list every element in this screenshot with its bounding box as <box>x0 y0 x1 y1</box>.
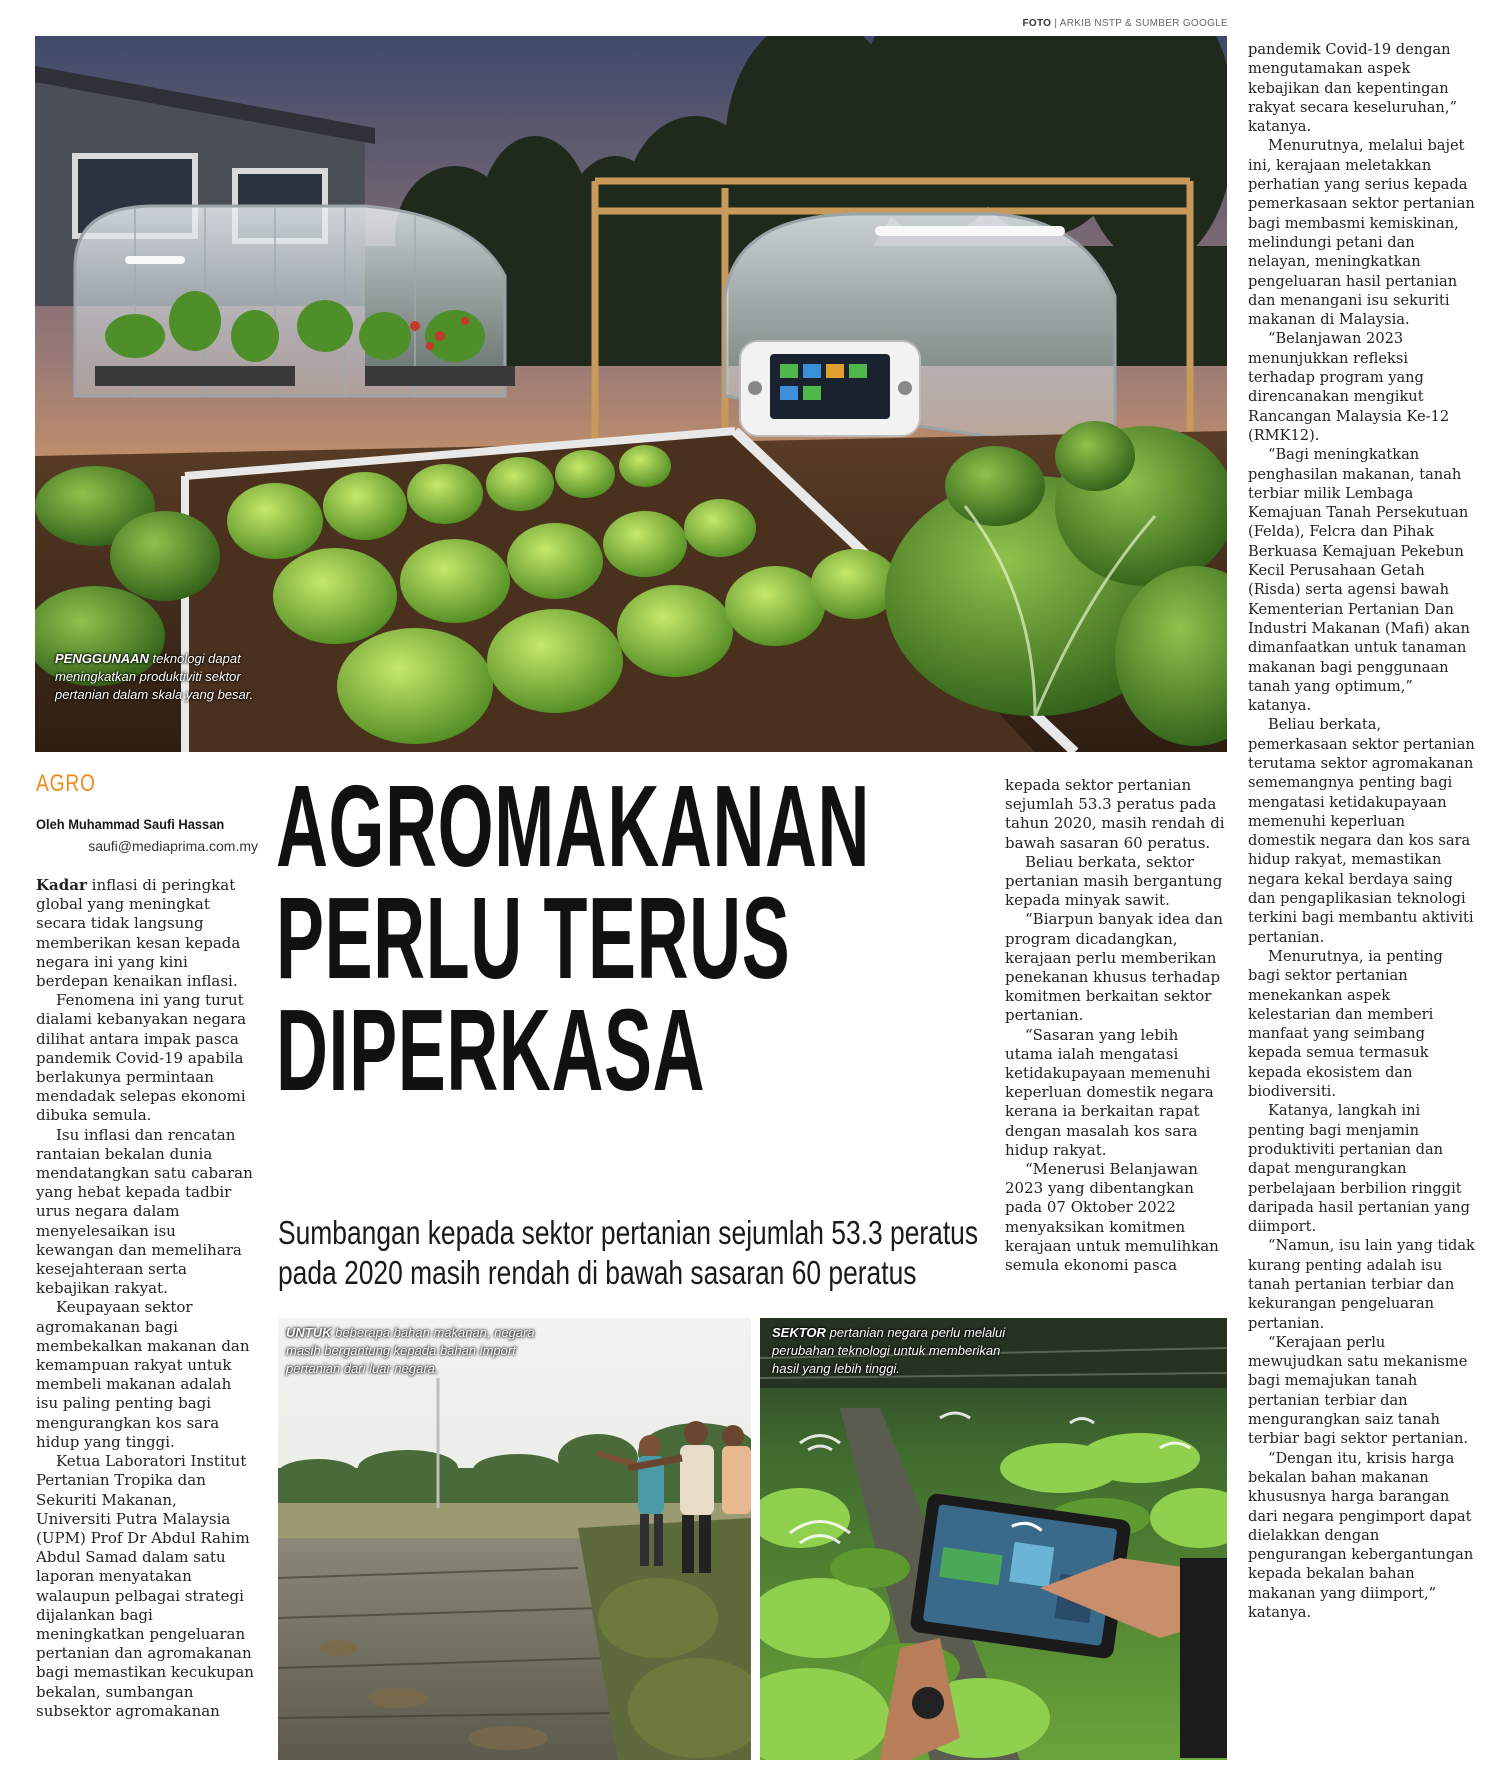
paragraph: “Biarpun banyak idea dan program dicadangkan, kerajaan perlu memberikan penekanan khusus terhadap komitmen berkaitan sektor pertanian. <box>1005 910 1223 1025</box>
headline-line-2: PERLU TERUS <box>276 873 791 1003</box>
smart-farming-photo <box>760 1318 1227 1760</box>
paragraph: pandemik Covid-19 dengan mengutamakan aspek kebajikan dan kepentingan rakyat secara keseluruhan,” katanya. <box>1248 41 1457 136</box>
paragraph: Katanya, langkah ini penting bagi menjamin produktiviti pertanian dan dapat mengurangkan perbelajaan berbilion ringgit daripada hasil pertanian yang diimport. <box>1248 1102 1470 1236</box>
smart-farming-caption: SEKTOR pertanian negara perlu melalui perubahan teknologi untuk memberikan hasil yang lebih tinggi. <box>772 1325 1006 1376</box>
paddy-field-photo <box>278 1318 751 1760</box>
main-photo-caption: PENGGUNAAN teknologi dapat meningkatkan produktiviti sektor pertanian dalam skala yang besar. <box>55 651 254 702</box>
paragraph: “Namun, isu lain yang tidak kurang penting adalah isu tanah pertanian terbiar dan kekurangan pengeluaran pertanian. <box>1248 1237 1475 1332</box>
deck-line-2: pada 2020 masih rendah di bawah sasaran 60 peratus <box>278 1254 917 1291</box>
headline <box>276 761 871 1115</box>
paragraph: “Belanjawan 2023 menunjukkan refleksi terhadap program yang direncanakan mengikut Rancangan Malaysia Ke-12 (RMK12). <box>1248 330 1450 444</box>
paragraph: Menurutnya, ia penting bagi sektor pertanian menekankan aspek kelestarian dan memberi manfaat yang seimbang kepada semua termasuk kepada ekosistem dan biodiversiti. <box>1248 947 1443 1101</box>
tablet-in-vegetable-greenhouse-image <box>760 1318 1227 1760</box>
paddy-photo-caption: UNTUK beberapa bahan makanan, negara masih bergantung kepada bahan import pertanian dari luar negara. <box>286 1325 535 1376</box>
article-column-1 <box>36 876 256 1721</box>
paragraph: “Bagi meningkatkan penghasilan makanan, tanah terbiar milik Lembaga Kemajuan Tanah Persekutuan (Felda), Felcra dan Pihak Berkuasa Kemajuan Pekebun Kecil Perusahaan Getah (Risda) serta agensi bawah Kementerian Pertanian Dan Industri Makanan (Mafi) akan dimanfaatkan untuk tanaman makanan bagi penggunaan tanah yang optimum,” katanya. <box>1248 446 1470 715</box>
paragraph: Kadar inflasi di peringkat global yang meningkat secara tidak langsung memberikan kesan kepada negara ini yang kini berdepan kenaikan inflasi. <box>36 876 241 991</box>
paragraph: kepada sektor pertanian sejumlah 53.3 peratus pada tahun 2020, masih rendah di bawah sasaran 60 peratus. <box>1005 776 1225 852</box>
farmers-in-flooded-field-image <box>278 1318 751 1760</box>
byline: Oleh Muhammad Saufi Hassan <box>36 816 225 832</box>
headline-line-1: AGROMAKANAN <box>276 761 871 891</box>
author-email[interactable]: saufi@mediaprima.com.my <box>88 838 258 854</box>
main-photo <box>35 36 1227 752</box>
photo-credit: FOTO | ARKIB NSTP & SUMBER GOOGLE <box>1022 18 1228 29</box>
paragraph: “Dengan itu, krisis harga bekalan bahan makanan khususnya harga barangan dari negara pengimport dapat dielakkan dengan pengurangan kebergantungan kepada bekalan bahan makanan yang diimport,” katanya. <box>1248 1449 1474 1622</box>
paragraph: Beliau berkata, sektor pertanian masih bergantung kepada minyak sawit. <box>1005 852 1223 910</box>
paragraph: “Kerajaan perlu mewujudkan satu mekanisme bagi memajukan tanah pertanian terbiar dan mengurangkan saiz tanah terbiar bagi sektor pertanian. <box>1248 1333 1469 1448</box>
drop-lead-word: Kadar <box>36 876 87 894</box>
paragraph: Ketua Laboratori Institut Pertanian Tropika dan Sekuriti Makanan, Universiti Putra Malaysia (UPM) Prof Dr Abdul Rahim Abdul Samad dalam satu laporan menyatakan walaupun pelbagai strategi dijalankan bagi meningkatkan pengeluaran pertanian dan agromakanan bagi memastikan kecukupan bekalan, sumbangan subsektor agromakanan <box>36 1452 254 1720</box>
paragraph: Beliau berkata, pemerkasaan sektor pertanian terutama sektor agromakanan sememangnya penting bagi mengatasi ketidakupayaan memenuhi keperluan domestik negara dan kos sara hidup rakyat, memastikan negara kekal berdaya saing dan pengaplikasian teknologi terkini bagi membantu aktiviti pertanian. <box>1248 716 1475 946</box>
paragraph: “Menerusi Belanjawan 2023 yang dibentangkan pada 07 Oktober 2022 menyaksikan komitmen kerajaan untuk memulihkan semula ekonomi pasca <box>1005 1160 1219 1275</box>
paragraph: Isu inflasi dan rencatan rantaian bekalan dunia mendatangkan satu cabaran yang hebat kepada tadbir urus negara dalam menyelesaikan isu kewangan dan memelihara kesejahteraan serta kebajikan rakyat. <box>36 1125 253 1298</box>
paragraph: Fenomena ini yang turut dialami kebanyakan negara dilihat antara impak pasca pandemik Covid-19 apabila berlakunya permintaan mendadak selepas ekonomi dibuka semula. <box>36 991 247 1125</box>
article-column-3 <box>1248 40 1476 1622</box>
paragraph: Menurutnya, melalui bajet ini, kerajaan meletakkan perhatian yang serius kepada pemerkasaan sektor pertanian bagi membasmi kemiskinan, melindungi petani dan nelayan, meningkatkan pengeluaran hasil pertanian dan menangani isu sekuriti makanan di Malaysia. <box>1248 137 1475 329</box>
paragraph: Keupayaan sektor agromakanan bagi membekalkan makanan dan kemampuan rakyat untuk membeli makanan adalah isu paling penting bagi mengurangkan kos sara hidup yang tinggi. <box>36 1298 250 1451</box>
section-label: AGRO <box>36 770 96 797</box>
article-column-2 <box>1005 776 1229 1275</box>
greenhouse-farm-illustration <box>35 36 1227 752</box>
paragraph: “Sasaran yang lebih utama ialah mengatasi ketidakupayaan memenuhi keperluan domestik negara kerana ia berkaitan rapat dengan masalah kos sara hidup rakyat. <box>1005 1025 1214 1159</box>
deck-subheadline <box>278 1213 978 1293</box>
headline-line-3: DIPERKASA <box>276 985 706 1115</box>
deck-line-1: Sumbangan kepada sektor pertanian sejumlah 53.3 peratus <box>278 1214 979 1251</box>
